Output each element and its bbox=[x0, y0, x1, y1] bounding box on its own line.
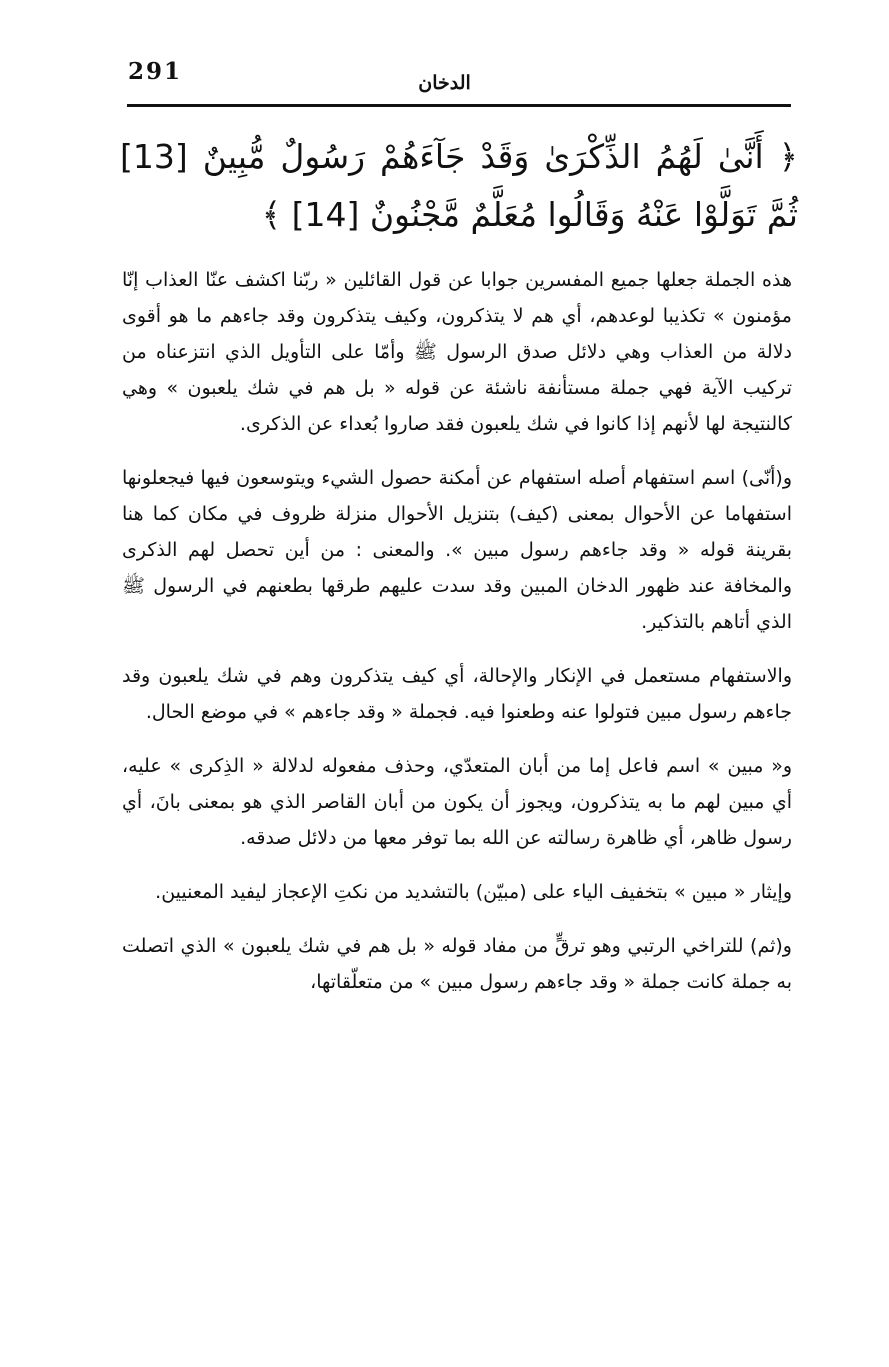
paragraph-5: وإيثار « مبين » بتخفيف الياء على (مبيّن) بالتشديد من نكتِ الإعجاز ليفيد المعنيين. bbox=[155, 881, 792, 903]
paragraph-1: هذه الجملة جعلها جميع المفسرين جوابا عن قول القائلين « ربّنا اكشف عنّا العذاب إنّا مؤمنون » تكذيبا لوعدهم، أي هم لا يتذكرون، وكيف يتذكرون وقد جاءهم ما هو أقوى دلالة من العذاب وهي دلائل صدق الرسول ﷺ وأمّا على التأويل الذي انتزعناه من تركيب الآية فهي جملة مستأنفة ناشئة عن قوله « بل هم في شك يلعبون » وهي كالنتيجة لها لأنهم إذا كانوا في شك يلعبون فقد صاروا بُعداء عن الذكرى. bbox=[122, 269, 792, 435]
header-rule bbox=[127, 104, 791, 107]
commentary-body bbox=[122, 262, 792, 1018]
paragraph-2: و(أنّى) اسم استفهام أصله استفهام عن أمكنة حصول الشيء ويتوسعون فيها فيجعلونها استفهاما عن الأحوال بمعنى (كيف) بتنزيل الأحوال منزلة ظروف في مكان كما هنا بقرينة قوله « وقد جاءهم رسول مبين ». والمعنى : من أين تحصل لهم الذكرى والمخافة عند ظهور الدخان المبين وقد سدت عليهم طرقها بطعنهم في الرسول ﷺ الذي أتاهم بالتذكير. bbox=[122, 467, 792, 633]
page-number: 291 bbox=[128, 58, 183, 85]
running-title: الدخان bbox=[418, 72, 471, 94]
paragraph-3: والاستفهام مستعمل في الإنكار والإحالة، أي كيف يتذكرون وهم في شك يلعبون وقد جاءهم رسول مبين فتولوا عنه وطعنوا فيه. فجملة « وقد جاءهم » في موضع الحال. bbox=[122, 665, 792, 723]
quran-verse: ﴿ أَنَّىٰ لَهُمُ الذِّكْرَىٰ وَقَدْ جَآءَهُمْ رَسُولٌ مُّبِينٌ [13] ثُمَّ تَوَلَّوْا عَنْهُ وَقَالُوا مُعَلَّمٌ مَّجْنُونٌ [14] ﴾ bbox=[120, 137, 798, 234]
paragraph-6: و(ثم) للتراخي الرتبي وهو ترقٍّ من مفاد قوله « بل هم في شك يلعبون » الذي اتصلت به جملة كانت جملة « وقد جاءهم رسول مبين » من متعلّقاتها، bbox=[122, 935, 792, 993]
paragraph-4: و« مبين » اسم فاعل إما من أبان المتعدّي، وحذف مفعوله لدلالة « الذِكرى » عليه، أي مبين لهم ما به يتذكرون، ويجوز أن يكون من أبان القاصر الذي هو بمعنى بانَ، أي رسول ظاهر، أي ظاهرة رسالته عن الله بما توفر معها من دلائل صدقه. bbox=[122, 755, 792, 849]
